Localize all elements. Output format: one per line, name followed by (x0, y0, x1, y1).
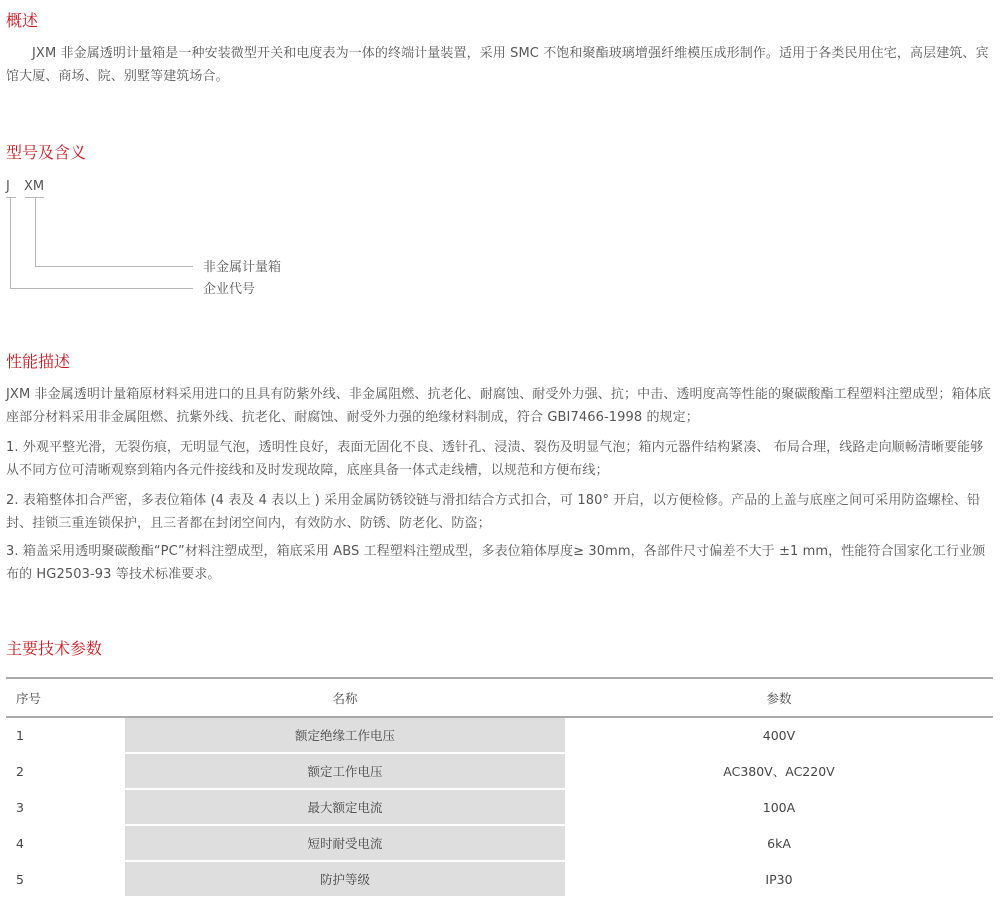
table-row (6, 861, 993, 897)
cell-value: 400V (565, 717, 993, 753)
column-header-value: 参数 (565, 678, 993, 717)
model-label-j: 企业代号 (203, 282, 256, 297)
overview-heading: 概述 (6, 11, 39, 30)
performance-item-1: 1. 外观平整光滑，无裂伤痕，无明显气泡，透明性良好，表面无固化不良、透针孔、浸渍、裂伤及明显气泡；箱内元器件结构紧凑、 布局合理，线路走向顺畅清晰要能够从不同方位可清晰观察到箱内各元件接线和及时发现故障，底座具备一体式走线槽，以规范和方便布线； (6, 440, 984, 478)
overview-text: JXM 非金属透明计量箱是一种安装微型开关和电度表为一体的终端计量装置，采用 SMC 不饱和聚酯玻璃增强纤维模压成形制作。适用于各类民用住宅，高层建筑、宾馆大厦、商场、院、别墅等建筑场合。 (6, 46, 989, 84)
model-line (10, 288, 193, 289)
performance-item-3: 3. 箱盖采用透明聚碳酸酯“PC”材料注塑成型，箱底采用 ABS 工程塑料注塑成型，多表位箱体厚度≥ 30mm，各部件尺寸偏差不大于 ±1 mm，性能符合国家化工行业颁布的 HG2503-93 等技术标准要求。 (6, 544, 986, 582)
model-code-xm: XM (24, 179, 45, 194)
table-row (6, 717, 993, 753)
performance-intro: JXM 非金属透明计量箱原材料采用进口的且具有防紫外线、非金属阻燃、抗老化、耐腐蚀、耐受外力强、抗；中击、透明度高等性能的聚碳酸酯工程塑料注塑成型；箱体底座部分材料采用非金属阻燃、抗紫外线、抗老化、耐腐蚀、耐受外力强的绝缘材料制成，符合 GBI7466-1998 的规定； (6, 387, 991, 425)
table-row (6, 753, 993, 789)
cell-name: 短时耐受电流 (125, 825, 565, 861)
cell-index: 4 (6, 825, 125, 861)
cell-value: 100A (565, 789, 993, 825)
column-header-name: 名称 (125, 678, 565, 717)
performance-heading: 性能描述 (6, 352, 71, 371)
model-heading: 型号及含义 (6, 143, 87, 162)
cell-value: IP30 (565, 861, 993, 897)
cell-index: 2 (6, 753, 125, 789)
table-header-row (6, 678, 993, 717)
params-heading: 主要技术参数 (6, 639, 103, 658)
cell-name: 额定工作电压 (125, 753, 565, 789)
cell-index: 3 (6, 789, 125, 825)
column-header-index: 序号 (6, 678, 125, 717)
cell-name: 防护等级 (125, 861, 565, 897)
cell-value: AC380V、AC220V (565, 753, 993, 789)
model-line (6, 197, 16, 198)
table-row (6, 789, 993, 825)
model-line (35, 266, 193, 267)
cell-index: 5 (6, 861, 125, 897)
cell-name: 最大额定电流 (125, 789, 565, 825)
params-table (6, 677, 993, 898)
table-row (6, 825, 993, 861)
model-line (35, 197, 36, 267)
performance-item-2: 2. 表箱整体扣合严密，多表位箱体 (4 表及 4 表以上 ) 采用金属防锈铰链与滑扣结合方式扣合，可 180° 开启，以方便检修。产品的上盖与底座之间可采用防盗螺栓、铅封、挂锁三重连锁保护，且三者都在封闭空间内，有效防水、防锈、防老化、防盗； (6, 493, 981, 531)
cell-value: 6kA (565, 825, 993, 861)
cell-name: 额定绝缘工作电压 (125, 717, 565, 753)
cell-index: 1 (6, 717, 125, 753)
model-line (10, 197, 11, 289)
model-code-j: J (6, 179, 10, 194)
model-label-xm: 非金属计量箱 (203, 260, 282, 275)
